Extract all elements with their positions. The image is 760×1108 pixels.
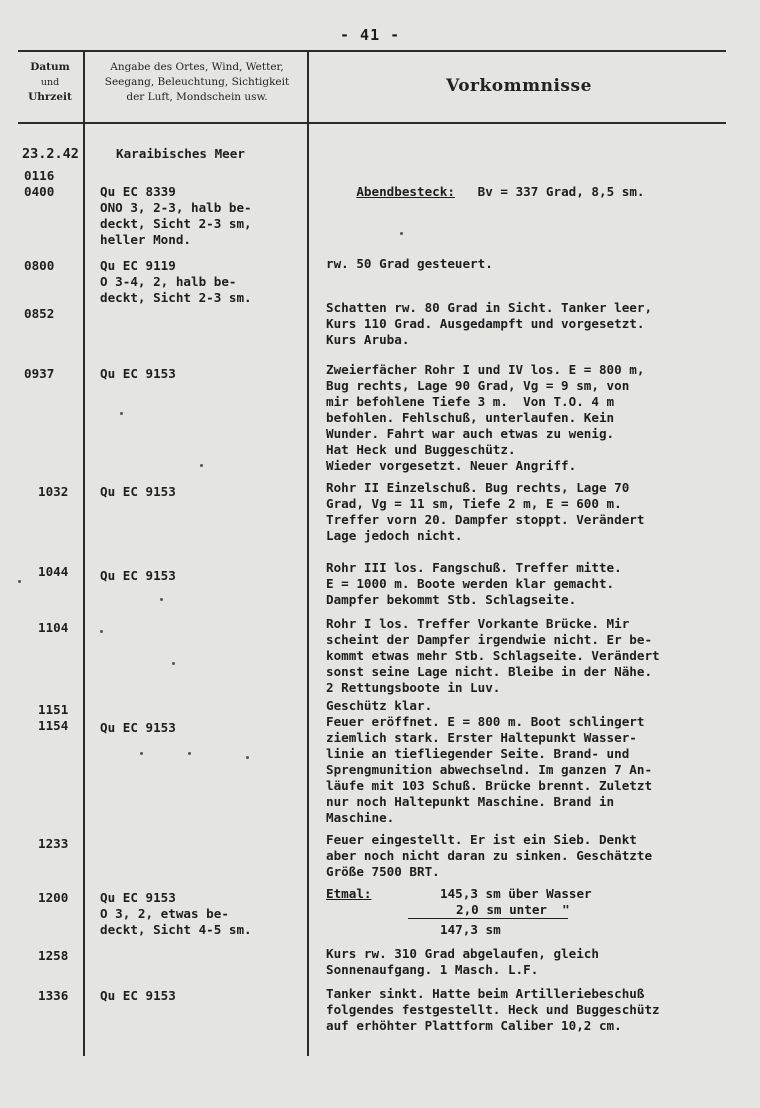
event-line: Treffer vorn 20. Dampfer stoppt. Verändert bbox=[326, 512, 645, 527]
header-location-weather bbox=[86, 60, 308, 105]
event-line: auf erhöhter Plattform Caliber 10,2 cm. bbox=[326, 1018, 622, 1033]
event-line: aber noch nicht daran zu sinken. Geschätzte bbox=[326, 848, 653, 863]
column-divider-1 bbox=[83, 50, 85, 1056]
header-date-time bbox=[18, 60, 82, 105]
event-line: Kurs rw. 310 Grad abgelaufen, gleich bbox=[326, 946, 599, 961]
event-line: Grad, Vg = 11 sm, Tiefe 2 m, E = 600 m. bbox=[326, 496, 622, 511]
weather-line: deckt, Sicht 4-5 sm. bbox=[100, 922, 252, 937]
event-line: Wunder. Fahrt war auch etwas zu wenig. bbox=[326, 426, 615, 441]
event-line: linie an tiefliegender Seite. Brand- und bbox=[326, 746, 630, 761]
header-location-line-2: Seegang, Beleuchtung, Sichtigkeit bbox=[104, 76, 290, 88]
etmal-under: 2,0 sm unter " bbox=[456, 902, 570, 917]
weather-line: ONO 3, 2-3, halb be- bbox=[100, 200, 252, 215]
event-line: 2 Rettungsboote in Luv. bbox=[326, 680, 501, 695]
event-line: Maschine. bbox=[326, 810, 395, 825]
header-time-line: Uhrzeit bbox=[28, 91, 72, 103]
event-line: Dampfer bekommt Stb. Schlagseite. bbox=[326, 592, 577, 607]
etmal-over-water: 145,3 sm über Wasser bbox=[440, 886, 592, 901]
event-line: Tanker sinkt. Hatte beim Artilleriebeschuß bbox=[326, 986, 645, 1001]
position-grid: Qu EC 9153 bbox=[100, 890, 176, 905]
event-line: Sprengmunition abwechselnd. Im ganzen 7 An- bbox=[326, 762, 653, 777]
event-line: rw. 50 Grad gesteuert. bbox=[326, 256, 493, 271]
entry-time: 1044 bbox=[38, 564, 69, 579]
event-line: Rohr II Einzelschuß. Bug rechts, Lage 70 bbox=[326, 480, 630, 495]
weather-line: heller Mond. bbox=[100, 232, 191, 247]
entry-time: 0852 bbox=[24, 306, 55, 321]
scan-speck bbox=[188, 752, 191, 755]
position-grid: Qu EC 9153 bbox=[100, 720, 176, 735]
entry-time: 1200 bbox=[38, 890, 69, 905]
event-line: ziemlich stark. Erster Haltepunkt Wasser- bbox=[326, 730, 637, 745]
event-line: Feuer eröffnet. E = 800 m. Boot schlingert bbox=[326, 714, 645, 729]
scan-speck bbox=[200, 464, 203, 467]
position-sea-area: Karaibisches Meer bbox=[116, 146, 245, 161]
scan-speck bbox=[172, 662, 175, 665]
event-line: Kurs 110 Grad. Ausgedampft und vorgesetzt. bbox=[326, 316, 645, 331]
page-number: - 41 - bbox=[340, 26, 401, 44]
header-and-line: und bbox=[40, 77, 60, 88]
etmal-label: Etmal: bbox=[326, 886, 372, 901]
event-line: sonst seine Lage nicht. Bleibe in der Nähe. bbox=[326, 664, 653, 679]
event-line: scheint der Dampfer irgendwie nicht. Er be- bbox=[326, 632, 653, 647]
weather-line: deckt, Sicht 2-3 sm. bbox=[100, 290, 252, 305]
etmal-sum-line bbox=[408, 918, 568, 919]
position-grid: Qu EC 9153 bbox=[100, 568, 176, 583]
event-line: Zweierfächer Rohr I und IV los. E = 800 m, bbox=[326, 362, 645, 377]
event-line: Geschütz klar. bbox=[326, 698, 433, 713]
event-line: kommt etwas mehr Stb. Schlagseite. Verändert bbox=[326, 648, 660, 663]
event-line: nur noch Haltepunkt Maschine. Brand in bbox=[326, 794, 615, 809]
event-line: E = 1000 m. Boote werden klar gemacht. bbox=[326, 576, 615, 591]
event-line: Größe 7500 BRT. bbox=[326, 864, 440, 879]
entry-time: 0937 bbox=[24, 366, 55, 381]
event-line: mir befohlene Tiefe 3 m. Von T.O. 4 m bbox=[326, 394, 615, 409]
scan-speck bbox=[160, 598, 163, 601]
event-line: läufe mit 103 Schuß. Brücke brennt. Zuletzt bbox=[326, 778, 653, 793]
entry-time: 0400 bbox=[24, 184, 55, 199]
entry-date: 23.2.42 bbox=[22, 146, 79, 162]
scan-speck bbox=[400, 232, 403, 235]
entry-time: 1233 bbox=[38, 836, 69, 851]
scan-speck bbox=[246, 756, 249, 759]
header-bottom-rule bbox=[18, 122, 726, 124]
scan-speck bbox=[100, 630, 103, 633]
header-date-line: Datum bbox=[30, 61, 70, 73]
entry-time: 1258 bbox=[38, 948, 69, 963]
scan-speck bbox=[140, 752, 143, 755]
entry-time: 1336 bbox=[38, 988, 69, 1003]
header-events: Vorkommnisse bbox=[446, 76, 592, 96]
event-line: Rohr III los. Fangschuß. Treffer mitte. bbox=[326, 560, 622, 575]
position-grid: Qu EC 8339 bbox=[100, 184, 176, 199]
column-divider-2 bbox=[307, 50, 309, 1056]
event-line: Sonnenaufgang. 1 Masch. L.F. bbox=[326, 962, 539, 977]
event-line: Bug rechts, Lage 90 Grad, Vg = 9 sm, von bbox=[326, 378, 630, 393]
event-line: folgendes festgestellt. Heck und Buggeschütz bbox=[326, 1002, 660, 1017]
event-line: Feuer eingestellt. Er ist ein Sieb. Denkt bbox=[326, 832, 637, 847]
weather-line: O 3, 2, etwas be- bbox=[100, 906, 229, 921]
position-grid: Qu EC 9153 bbox=[100, 484, 176, 499]
abendbesteck-value: Bv = 337 Grad, 8,5 sm. bbox=[477, 184, 645, 199]
event-line: Lage jedoch nicht. bbox=[326, 528, 463, 543]
top-rule bbox=[18, 50, 726, 52]
event-line: Rohr I los. Treffer Vorkante Brücke. Mir bbox=[326, 616, 630, 631]
position-grid: Qu EC 9153 bbox=[100, 988, 176, 1003]
scan-speck bbox=[120, 412, 123, 415]
event-line: Kurs Aruba. bbox=[326, 332, 410, 347]
position-grid: Qu EC 9153 bbox=[100, 366, 176, 381]
entry-time: 1151 bbox=[38, 702, 69, 717]
etmal-total: 147,3 sm bbox=[440, 922, 501, 937]
event-line: Wieder vorgesetzt. Neuer Angriff. bbox=[326, 458, 577, 473]
position-grid: Qu EC 9119 bbox=[100, 258, 176, 273]
abendbesteck-label: Abendbesteck: bbox=[356, 184, 455, 199]
event-line: Schatten rw. 80 Grad in Sicht. Tanker leer, bbox=[326, 300, 653, 315]
header-location-line-3: der Luft, Mondschein usw. bbox=[126, 91, 268, 103]
header-location-line-1: Angabe des Ortes, Wind, Wetter, bbox=[110, 61, 284, 73]
entry-time: 0116 bbox=[24, 168, 55, 183]
entry-time: 1154 bbox=[38, 718, 69, 733]
weather-line: deckt, Sicht 2-3 sm, bbox=[100, 216, 252, 231]
entry-time: 1032 bbox=[38, 484, 69, 499]
scan-speck bbox=[18, 580, 21, 583]
abendbesteck-line bbox=[326, 168, 644, 216]
event-line: Hat Heck und Buggeschütz. bbox=[326, 442, 516, 457]
entry-time: 0800 bbox=[24, 258, 55, 273]
weather-line: O 3-4, 2, halb be- bbox=[100, 274, 237, 289]
event-line: befohlen. Fehlschuß, unterlaufen. Kein bbox=[326, 410, 615, 425]
entry-time: 1104 bbox=[38, 620, 69, 635]
